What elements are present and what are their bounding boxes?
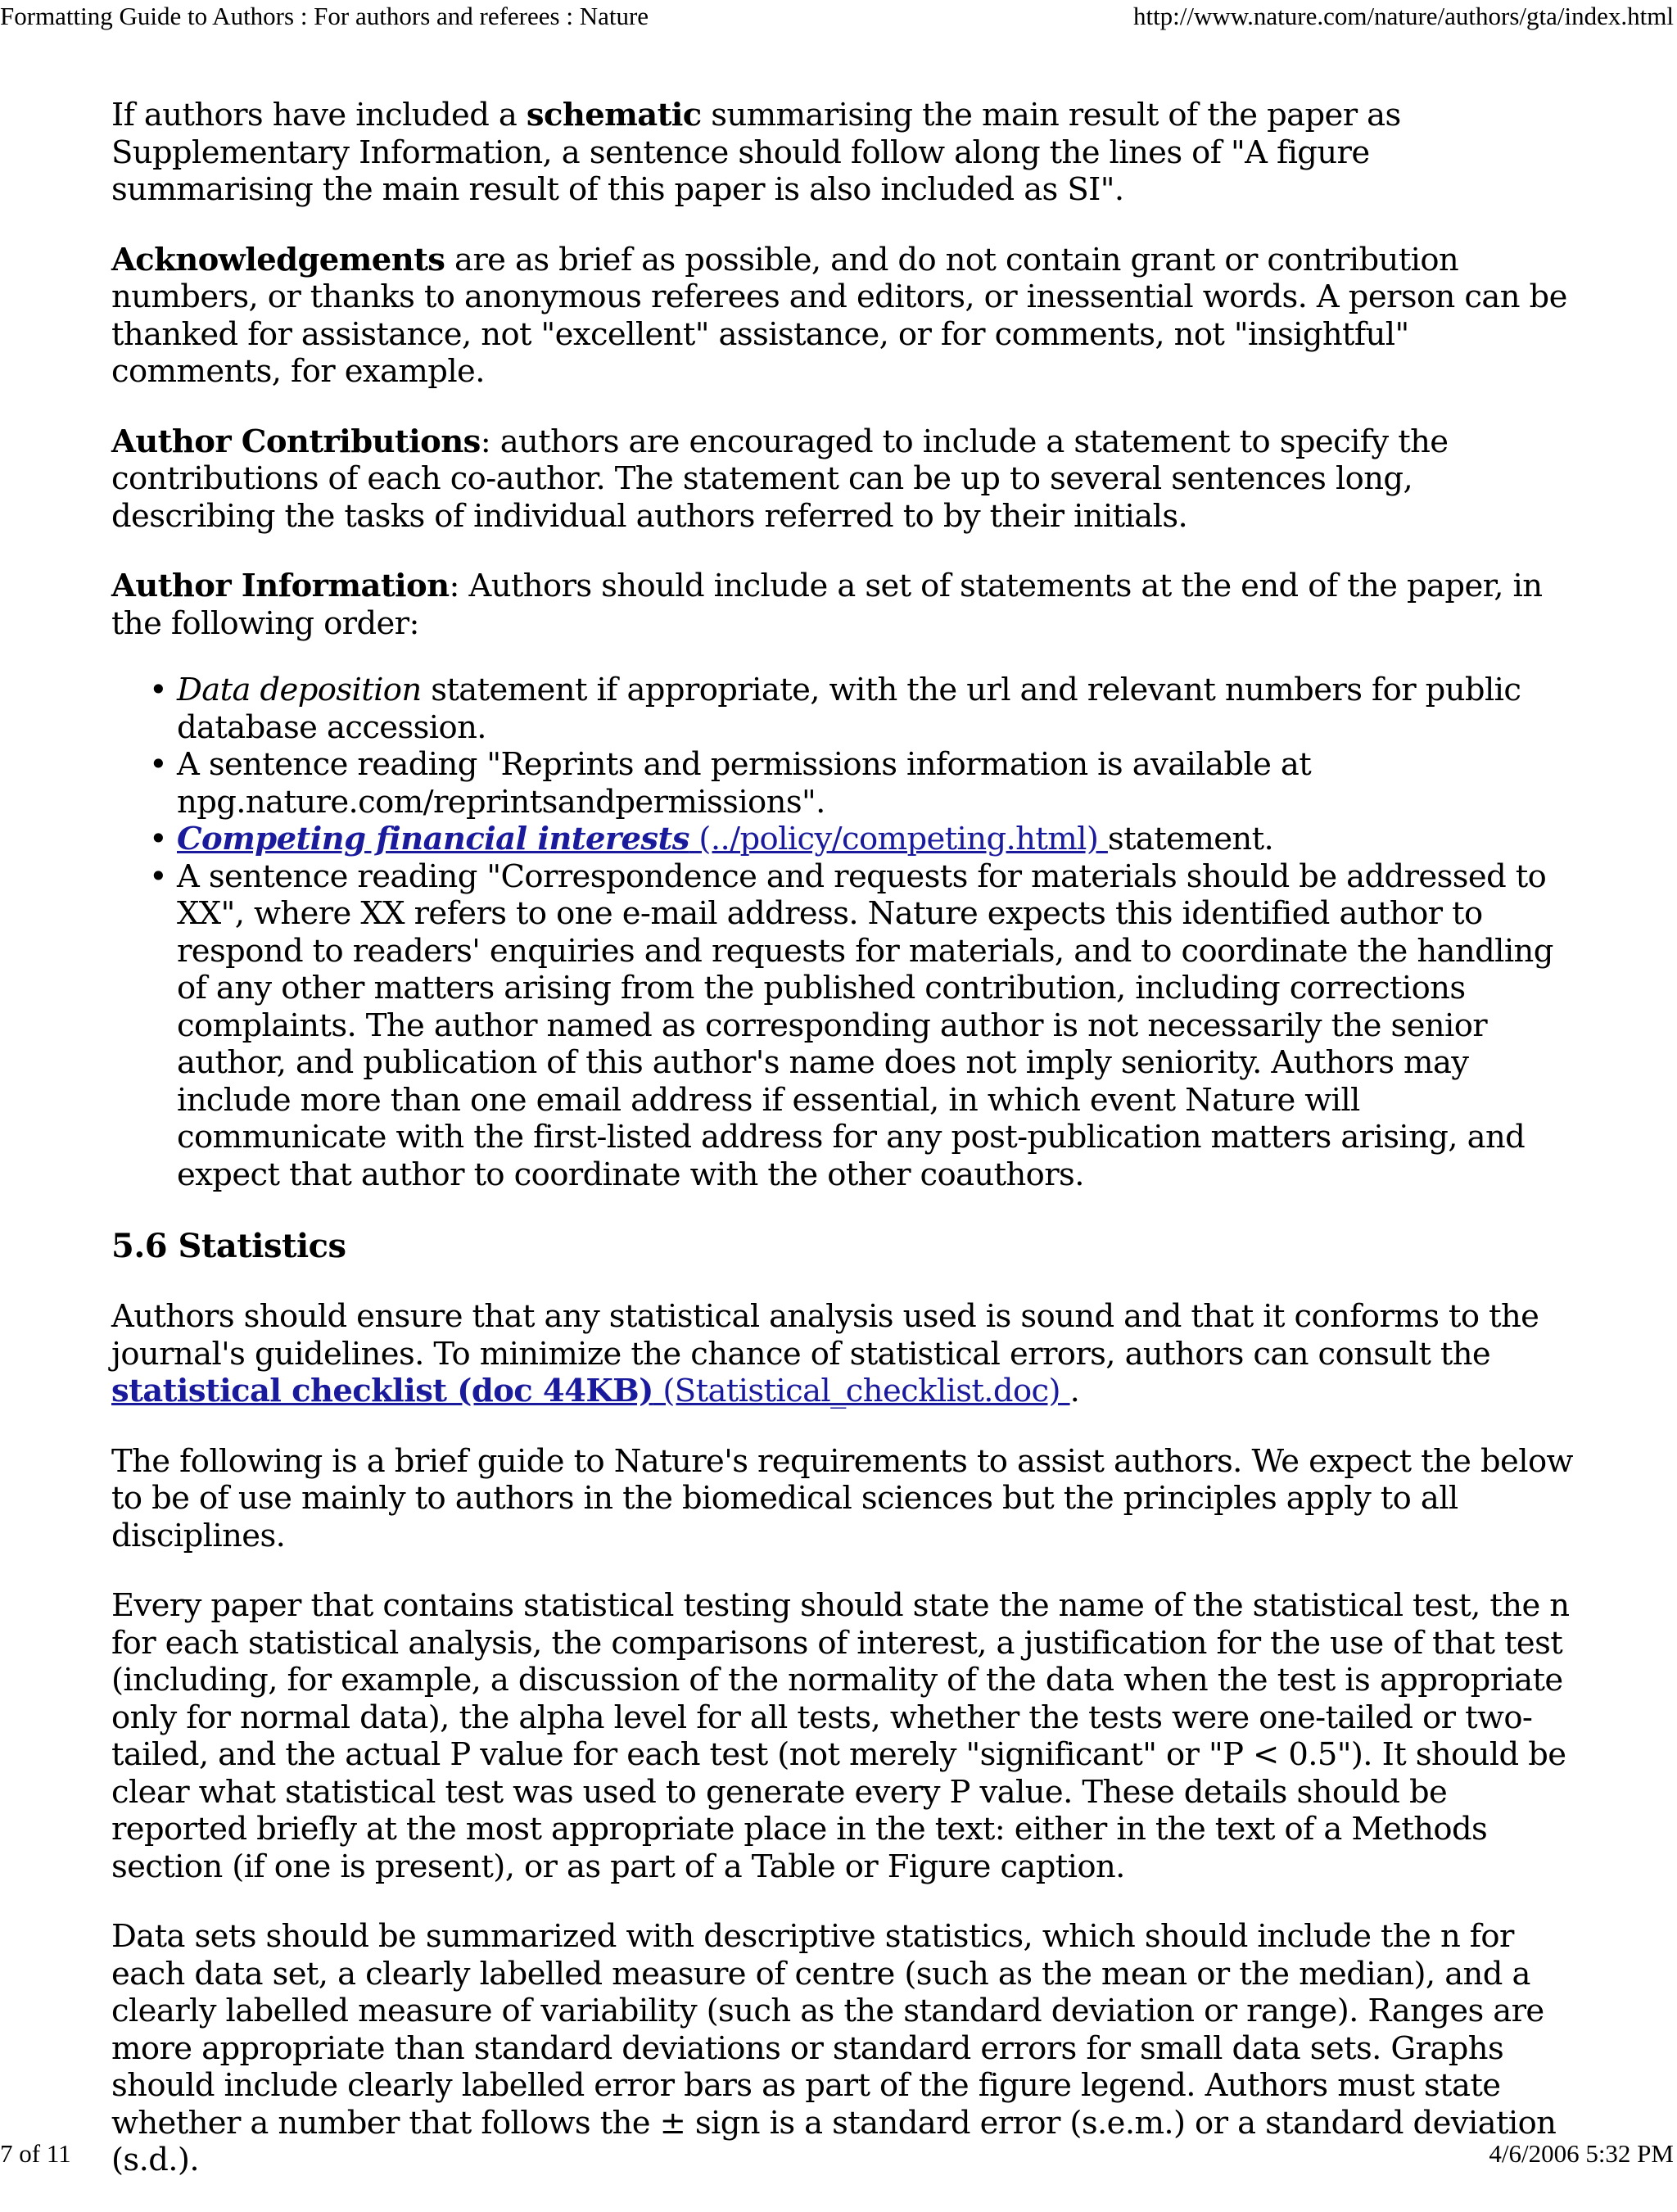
bullet-icon: • (149, 857, 168, 895)
list-item: • Data deposition statement if appropriate, with the url and relevant numbers for public database accession. (149, 672, 1521, 746)
statistical-checklist-link[interactable]: statistical checklist (doc 44KB) (Statistical_checklist.doc) (111, 1373, 1070, 1409)
schematic-paragraph: If authors have included a schematic summarising the main result of the paper as Supplementary Information, a sentence should follow along the lines of "A figure summarising the main result of this paper is also included as SI". (111, 97, 1401, 208)
statistics-heading: 5.6 Statistics (111, 1227, 346, 1265)
author-contributions-paragraph: Author Contributions: authors are encouraged to include a statement to specify the contributions of each co-author. The statement can be up to several sentences long, describing the tasks of individual authors referred to by their initials. (111, 423, 1449, 535)
data-deposition-term: Data deposition (177, 672, 422, 708)
page-number: 7 of 11 (0, 2139, 71, 2168)
acknowledgements-term: Acknowledgements (111, 241, 445, 278)
statistics-paragraph-1: Authors should ensure that any statistical analysis used is sound and that it conforms to the journal's guidelines. To minimize the chance of statistical errors, authors can consult the statistical checklist (doc 44KB) (Statistical_checklist.doc) . (111, 1298, 1539, 1409)
list-item: • A sentence reading "Reprints and permissions information is available at npg.nature.com/reprintsandpermissions". (149, 746, 1312, 821)
print-header (0, 0, 1677, 33)
bullet-icon: • (149, 746, 168, 783)
bullet-icon: • (149, 672, 168, 708)
print-datetime: 4/6/2006 5:32 PM (1489, 2139, 1674, 2168)
acknowledgements-paragraph: Acknowledgements are as brief as possible, and do not contain grant or contribution numbers, or thanks to anonymous referees and editors, or inessential words. A person can be thanked for assistance, not "excellent" assistance, or for comments, not "insightful" comments, for example. (111, 241, 1567, 390)
author-information-term: Author Information (111, 568, 450, 604)
author-information-paragraph: Author Information: Authors should include a set of statements at the end of the paper, in the following order: (111, 568, 1543, 642)
competing-interests-link[interactable]: Competing financial interests (../policy/competing.html) (177, 821, 1108, 857)
statistics-paragraph-2: The following is a brief guide to Nature's requirements to assist authors. We expect the below to be of use mainly to authors in the biomedical sciences but the principles apply to all disciplines. (111, 1442, 1573, 1554)
document-url: http://www.nature.com/nature/authors/gta/index.html (1132, 2, 1674, 30)
author-contributions-term: Author Contributions (111, 423, 481, 460)
schematic-term: schematic (526, 97, 702, 133)
article-content (111, 97, 1577, 2212)
statistics-paragraph-3: Every paper that contains statistical testing should state the name of the statistical test, the n for each statistical analysis, the comparisons of interest, a justification for the use of that test (including, for example, a discussion of the normality of the data when the test is appropriate only for normal data), the alpha level for all tests, whether the tests were one-tailed or two-tailed, and the actual P value for each test (not merely "significant" or "P < 0.5"). It should be clear what statistical test was used to generate every P value. These details should be reported briefly at the most appropriate place in the text: either in the text of a Methods section (if one is present), or as part of a Table or Figure caption. (111, 1587, 1570, 1885)
list-item: • Competing financial interests (../policy/competing.html) statement. (149, 821, 1274, 857)
list-item: • A sentence reading "Correspondence and requests for materials should be addressed to XX", where XX refers to one e-mail address. Nature expects this identified author to respond to readers' enquiries and requests for materials, and to coordinate the handling of any other matters arising from the published contribution, including corrections complaints. The author named as corresponding author is not necessarily the senior author, and publication of this author's name does not imply seniority. Authors may include more than one email address if essential, in which event Nature will communicate with the first-listed address for any post-publication matters arising, and expect that author to coordinate with the other coauthors. (149, 857, 1553, 1193)
document-title: Formatting Guide to Authors : For authors and referees : Nature (0, 2, 649, 30)
author-information-list (111, 672, 1577, 1193)
print-footer (0, 2137, 1677, 2170)
bullet-icon: • (149, 821, 168, 857)
statistics-paragraph-4: Data sets should be summarized with descriptive statistics, which should include the n for each data set, a clearly labelled measure of centre (such as the mean or the median), and a clearly labelled measure of variability (such as the standard deviation or range). Ranges are more appropriate than standard deviations or standard errors for small data sets. Graphs should include clearly labelled error bars as part of the figure legend. Authors must state whether a number that follows the ± sign is a standard error (s.e.m.) or a standard deviation (s.d.). (111, 1918, 1557, 2178)
